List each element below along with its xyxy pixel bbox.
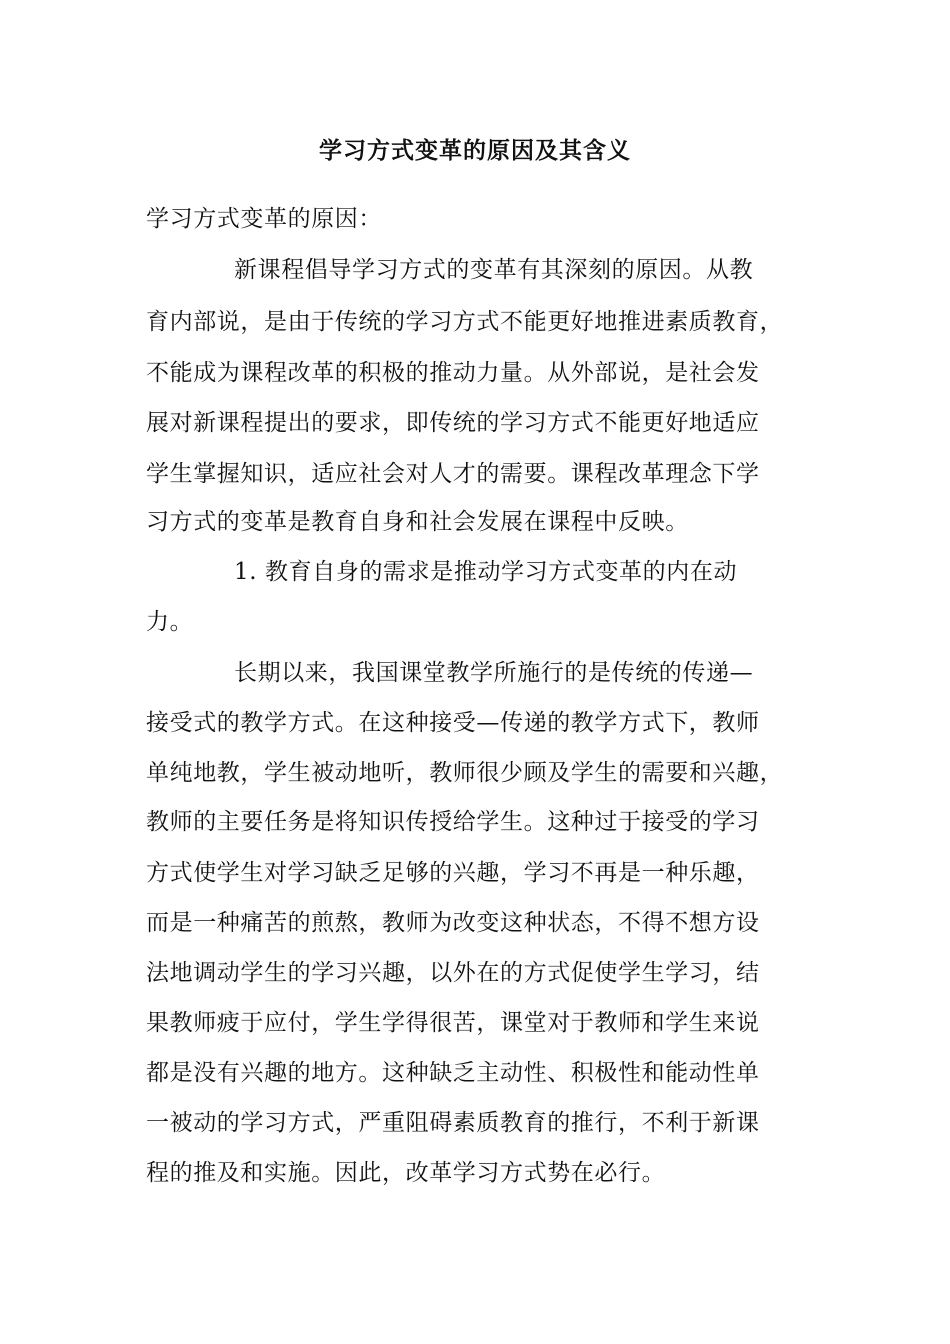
paragraph-line: 程的推及和实施。因此，改革学习方式势在必行。 bbox=[146, 1160, 666, 1186]
paragraph-line: 都是没有兴趣的地方。这种缺乏主动性、积极性和能动性单 bbox=[146, 1060, 760, 1086]
paragraph-line: 育内部说，是由于传统的学习方式不能更好地推进素质教育， bbox=[146, 309, 784, 335]
paragraph-line: 学生掌握知识，适应社会对人才的需要。课程改革理念下学 bbox=[146, 461, 760, 487]
paragraph-line: 长期以来，我国课堂教学所施行的是传统的传递— bbox=[234, 660, 754, 686]
paragraph-line: 果教师疲于应付，学生学得很苦，课堂对于教师和学生来说 bbox=[146, 1010, 760, 1036]
paragraph-line: 一被动的学习方式，严重阻碍素质教育的推行，不利于新课 bbox=[146, 1110, 760, 1136]
paragraph-line: 方式使学生对学习缺乏足够的兴趣，学习不再是一种乐趣， bbox=[146, 860, 760, 886]
paragraph-line: 法地调动学生的学习兴趣，以外在的方式促使学生学习，结 bbox=[146, 960, 760, 986]
list-item-line: 1. 教育自身的需求是推动学习方式变革的内在动 bbox=[234, 559, 738, 585]
document-title: 学习方式变革的原因及其含义 bbox=[319, 137, 631, 164]
paragraph-line: 新课程倡导学习方式的变革有其深刻的原因。从教 bbox=[234, 257, 754, 283]
list-item-line: 力。 bbox=[146, 609, 194, 635]
paragraph-line: 接受式的教学方式。在这种接受—传递的教学方式下，教师 bbox=[146, 710, 760, 736]
paragraph-line: 单纯地教，学生被动地听，教师很少顾及学生的需要和兴趣， bbox=[146, 760, 784, 786]
section-heading: 学习方式变革的原因： bbox=[146, 206, 382, 232]
paragraph-line: 展对新课程提出的要求，即传统的学习方式不能更好地适应 bbox=[146, 410, 760, 436]
paragraph-line: 教师的主要任务是将知识传授给学生。这种过于接受的学习 bbox=[146, 809, 760, 835]
paragraph-line: 习方式的变革是教育自身和社会发展在课程中反映。 bbox=[146, 509, 689, 535]
paragraph-line: 不能成为课程改革的积极的推动力量。从外部说，是社会发 bbox=[146, 360, 760, 386]
paragraph-line: 而是一种痛苦的煎熬，教师为改变这种状态，不得不想方设 bbox=[146, 910, 760, 936]
